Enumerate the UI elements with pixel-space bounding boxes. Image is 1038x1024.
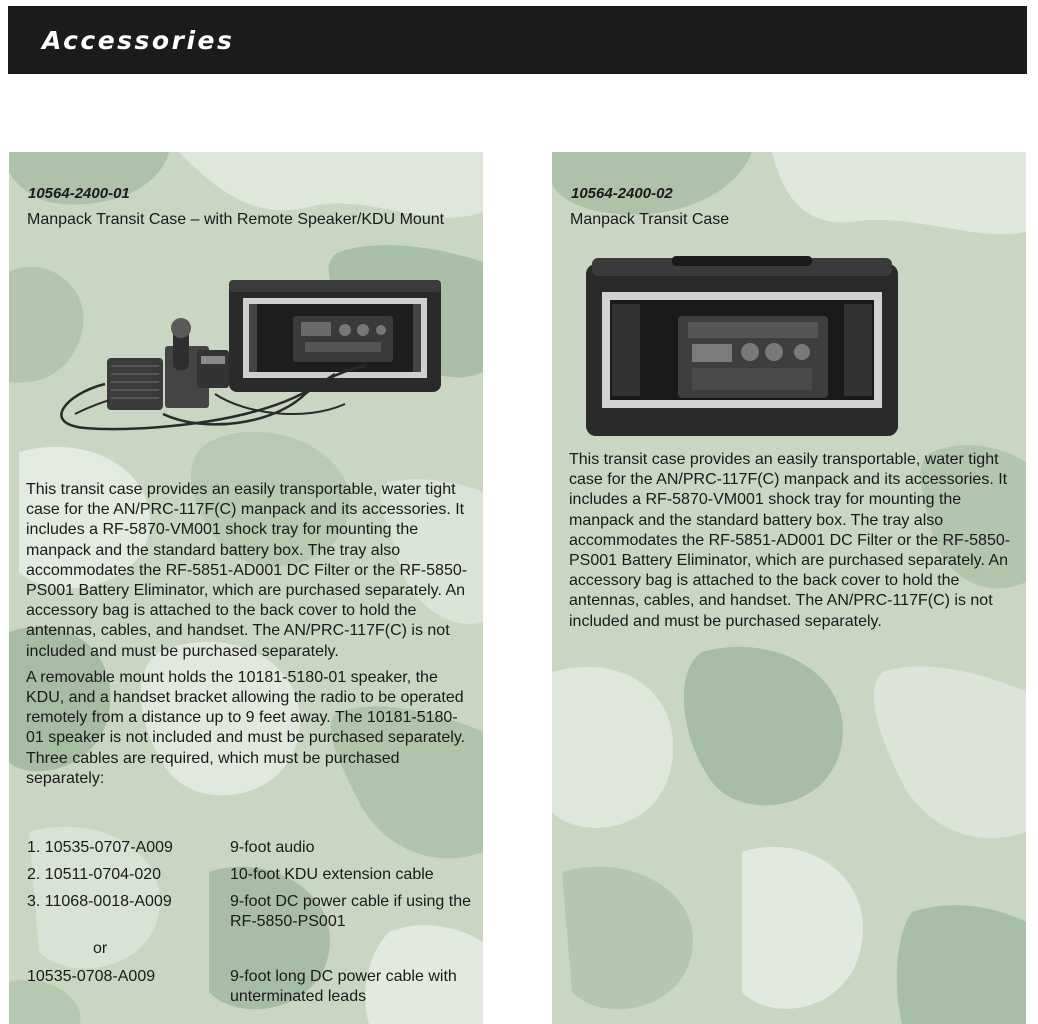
part-number: 10564-2400-02 [571,185,673,202]
cable-part-number: 1. 10535-0707-A009 [27,839,173,856]
transit-case-with-remote-mount-photo [45,274,445,434]
or-separator: or [93,940,108,957]
description-paragraph: A removable mount holds the 10181-5180-01 speaker, the KDU, and a handset bracket allowing the radio to be operated remotely from a distance up to 9 feet away. The 10181-5180-01 speaker is not included and must be purchased separately. Three cables are required, which must be purchased separately: [26,668,466,787]
cable-description: 9-foot long DC power cable with unterminated leads [230,968,457,1006]
page-title: Accessories [42,26,235,55]
cable-part-number: 2. 10511-0704-020 [27,866,162,883]
product-title: Manpack Transit Case [570,211,730,228]
cable-part-number: 10535-0708-A009 [27,968,156,985]
cable-part-number: 3. 11068-0018-A009 [27,893,172,910]
product-panel-left [9,152,483,1024]
cable-description: 9-foot audio [230,839,315,856]
description-paragraph: This transit case provides an easily transportable, water tight case for the AN/PRC-117F(C) manpack and its accessories. It includes a RF-5870-VM001 shock tray for mounting the manpack and the standard battery box. The tray also accommodates the RF-5851-AD001 DC Filter or the RF-5850-PS001 Battery Eliminator, which are purchased separately. An accessory bag is attached to the back cover to hold the antennas, cables, and handset. The AN/PRC-117F(C) is not included and must be purchased separately. [569,451,1011,630]
product-panel-right [552,152,1026,1024]
description-body [569,450,1014,638]
description-body [26,480,471,795]
page-header [8,6,1027,74]
cable-description: 9-foot DC power cable if using the RF-5850-PS001 [230,893,472,931]
part-number: 10564-2400-01 [28,185,130,202]
transit-case-photo [582,256,902,438]
cable-description: 10-foot KDU extension cable [230,866,434,883]
product-title: Manpack Transit Case – with Remote Speaker/KDU Mount [27,211,445,228]
description-paragraph: This transit case provides an easily transportable, water tight case for the AN/PRC-117F(C) manpack and its accessories. It includes a RF-5870-VM001 shock tray for mounting the manpack and the standard battery box. The tray also accommodates the RF-5851-AD001 DC Filter or the RF-5850-PS001 Battery Eliminator, which are purchased separately. An accessory bag is attached to the back cover to hold the antennas, cables, and handset. The AN/PRC-117F(C) is not included and must be purchased separately. [26,481,468,660]
